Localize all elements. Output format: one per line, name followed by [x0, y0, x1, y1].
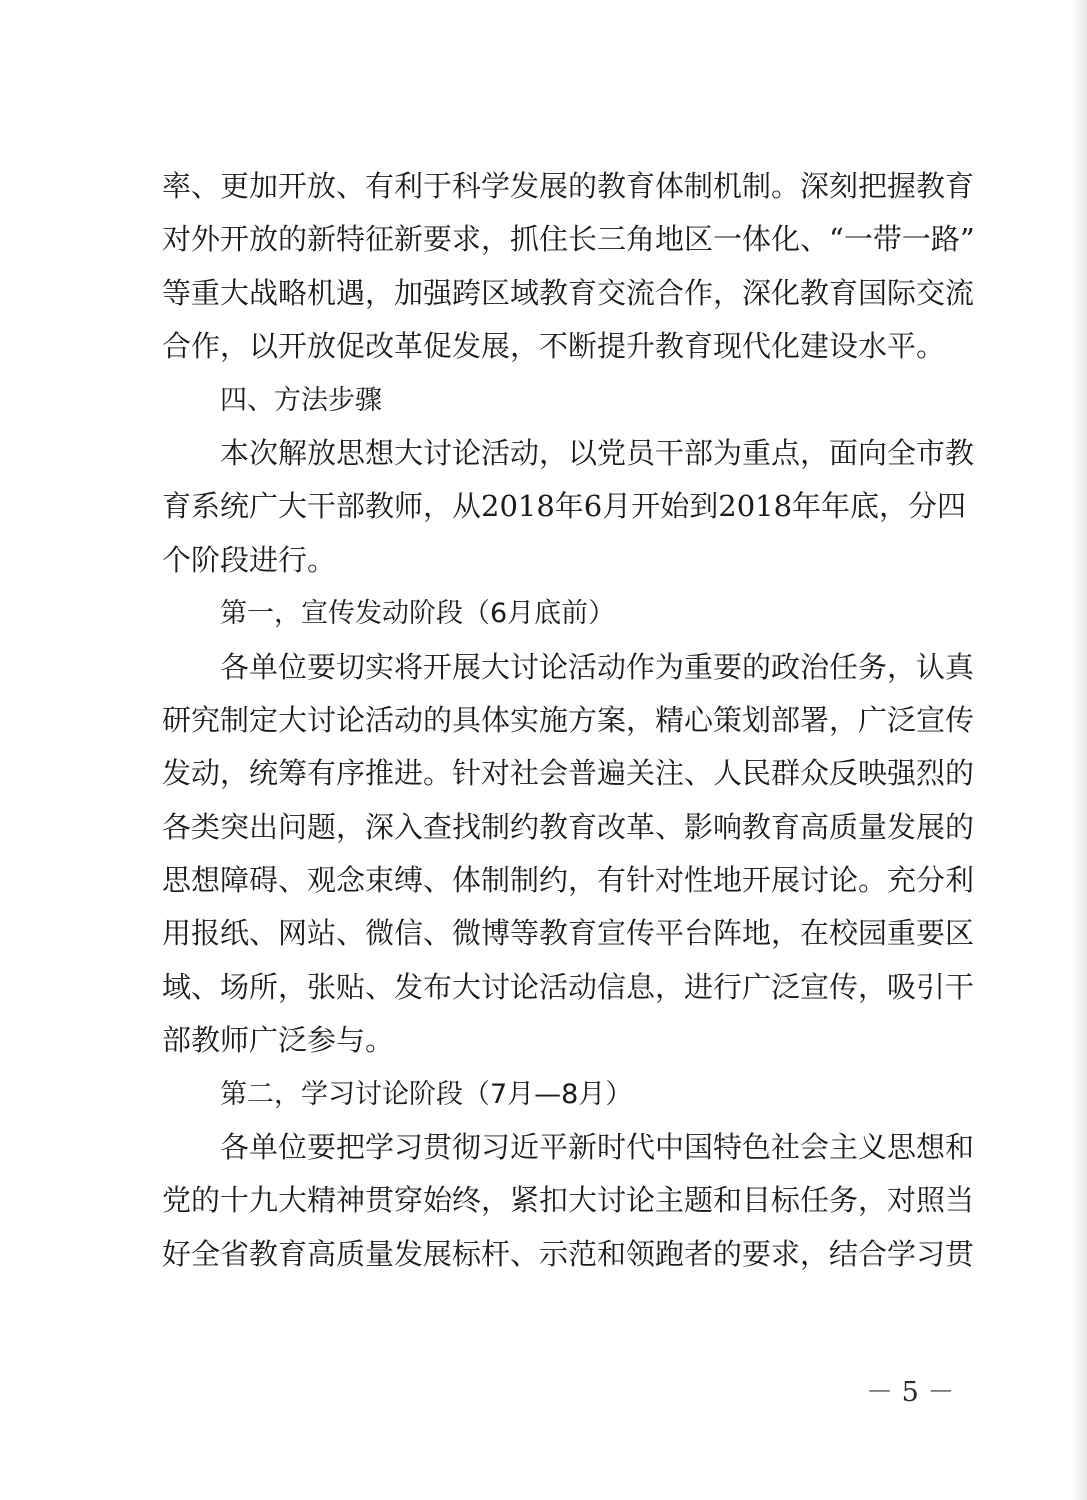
body-line: 个阶段进行。 — [162, 542, 337, 577]
scan-edge-shadow — [1071, 0, 1087, 1500]
body-line: 对外开放的新特征新要求，抓住长三角地区一体化、“一带一路” — [162, 222, 975, 257]
body-line: 等重大战略机遇，加强跨区域教育交流合作，深化教育国际交流 — [162, 275, 975, 310]
document-body — [162, 169, 975, 1293]
body-line: 合作，以开放促改革促发展，不断提升教育现代化建设水平。 — [162, 329, 946, 364]
section-heading: 四、方法步骤 — [220, 384, 382, 416]
body-line: 各类突出问题，深入查找制约教育改革、影响教育高质量发展的 — [162, 809, 975, 844]
page-number: － 5 － — [866, 1377, 955, 1408]
body-line: 域、场所，张贴、发布大讨论活动信息，进行广泛宣传，吸引干 — [162, 969, 975, 1004]
subsection-heading: 第二，学习讨论阶段（7月—8月） — [220, 1078, 633, 1110]
body-line: 各单位要把学习贯彻习近平新时代中国特色社会主义思想和 — [220, 1130, 975, 1165]
body-line: 党的十九大精神贯穿始终，紧扣大讨论主题和目标任务，对照当 — [162, 1183, 975, 1218]
body-line: 研究制定大讨论活动的具体实施方案，精心策划部署，广泛宣传 — [162, 702, 975, 737]
body-line: 用报纸、网站、微信、微博等教育宣传平台阵地，在校园重要区 — [162, 916, 975, 951]
body-line: 率、更加开放、有利于科学发展的教育体制机制。深刻把握教育 — [162, 169, 975, 203]
body-line: 育系统广大干部教师，从2018年6月开始到2018年年底，分四 — [162, 489, 967, 524]
body-line: 部教师广泛参与。 — [162, 1023, 395, 1058]
body-line: 思想障碍、观念束缚、体制制约，有针对性地开展讨论。充分利 — [162, 863, 975, 898]
body-line: 本次解放思想大讨论活动，以党员干部为重点，面向全市教 — [220, 435, 975, 470]
body-line: 好全省教育高质量发展标杆、示范和领跑者的要求，结合学习贯 — [162, 1236, 975, 1271]
body-line: 各单位要切实将开展大讨论活动作为重要的政治任务，认真 — [220, 649, 975, 684]
subsection-heading: 第一，宣传发动阶段（6月底前） — [220, 598, 616, 630]
body-line: 发动，统筹有序推进。针对社会普遍关注、人民群众反映强烈的 — [162, 756, 975, 791]
